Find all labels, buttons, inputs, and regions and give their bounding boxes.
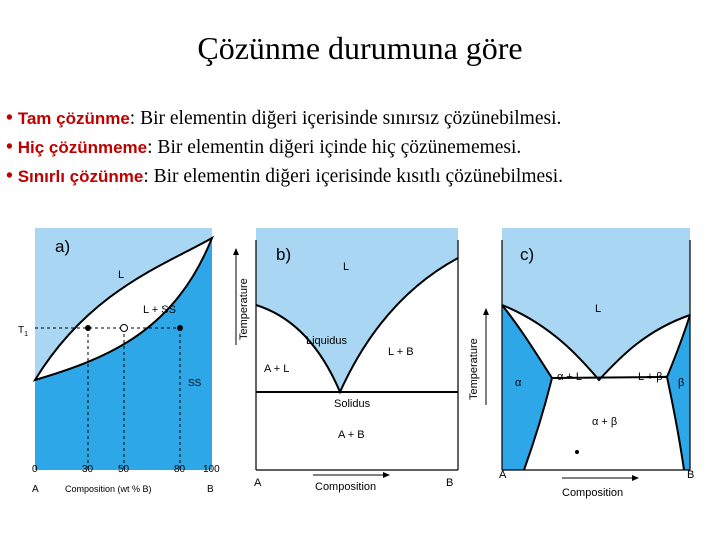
bullet-marker: • — [6, 166, 13, 187]
region-label-a-b: A + B — [338, 429, 365, 441]
bullet-marker: • — [6, 137, 13, 158]
region-label-alpha: α — [515, 377, 522, 389]
tick-50: 50 — [118, 464, 130, 475]
panel-label-c: c) — [520, 245, 535, 264]
region-label-alpha-beta: α + β — [592, 416, 618, 428]
tie-point-center — [121, 325, 128, 332]
y-arrow-head — [483, 308, 489, 315]
phase-diagram-a — [0, 220, 230, 500]
region-label-l-beta: L + β — [638, 371, 663, 383]
region-label-l: L — [118, 269, 125, 281]
end-label-b: B — [446, 477, 454, 489]
region-label-ss: SS — [188, 378, 202, 389]
bullet-term: Tam çözünme — [17, 109, 130, 128]
bullet-term: Sınırlı çözünme — [17, 167, 144, 186]
slide-title: Çözünme durumuna göre — [197, 30, 523, 66]
y-axis-label: Temperature — [468, 338, 480, 400]
tie-point-left — [85, 325, 91, 331]
composition-marker-dot — [575, 450, 579, 454]
end-label-b: B — [687, 469, 695, 481]
panel-label-a: a) — [55, 237, 71, 256]
phase-diagram-b — [228, 220, 468, 500]
bullet-text: : Bir elementin diğeri içerisinde sınırsız çözünebilmesi. — [129, 108, 562, 129]
end-label-a: A — [254, 477, 262, 489]
bullet-no-solubility — [6, 133, 718, 162]
panel-label-b: b) — [276, 245, 292, 264]
x-axis-label: Composition — [315, 481, 377, 493]
region-label-l: L — [343, 261, 350, 273]
end-label-a: A — [32, 484, 39, 495]
tick-0: 0 — [32, 464, 38, 475]
region-label-l-ss: L + SS — [143, 304, 176, 316]
tick-80: 80 — [174, 464, 186, 475]
bullet-limited-solubility — [6, 162, 718, 191]
x-arrow-head — [383, 472, 390, 478]
end-label-b: B — [207, 484, 214, 495]
bullet-term: Hiç çözünmeme — [17, 138, 148, 157]
bullet-complete-solubility — [6, 104, 718, 133]
region-label-solidus: Solidus — [334, 398, 371, 410]
bullet-text: : Bir elementin diğeri içinde hiç çözünememesi. — [147, 137, 522, 158]
region-label-liquidus: Liquidus — [306, 335, 347, 347]
x-axis-label: Composition (wt % B) — [65, 484, 152, 494]
region-label-l-b: L + B — [388, 346, 414, 358]
bullet-text: : Bir elementin diğeri içerisinde kısıtlı çözünebilmesi. — [143, 166, 564, 187]
end-label-a: A — [499, 469, 507, 481]
y-arrow-head — [233, 248, 239, 255]
tick-100: 100 — [203, 464, 220, 475]
phase-diagram-c — [462, 220, 702, 505]
tick-30: 30 — [82, 464, 94, 475]
t1-label: $T_1$ — [18, 325, 29, 338]
region-label-l: L — [595, 303, 602, 315]
y-axis-label: Temperature — [238, 278, 250, 340]
tie-point-right — [177, 325, 183, 331]
x-arrow-head — [632, 475, 639, 481]
region-label-beta: β — [678, 377, 685, 389]
bullet-list — [6, 104, 718, 191]
bullet-marker: • — [6, 108, 13, 129]
region-label-a-l: A + L — [264, 363, 290, 375]
x-axis-label: Composition — [562, 487, 624, 499]
region-label-alpha-l: α + L — [557, 371, 583, 383]
